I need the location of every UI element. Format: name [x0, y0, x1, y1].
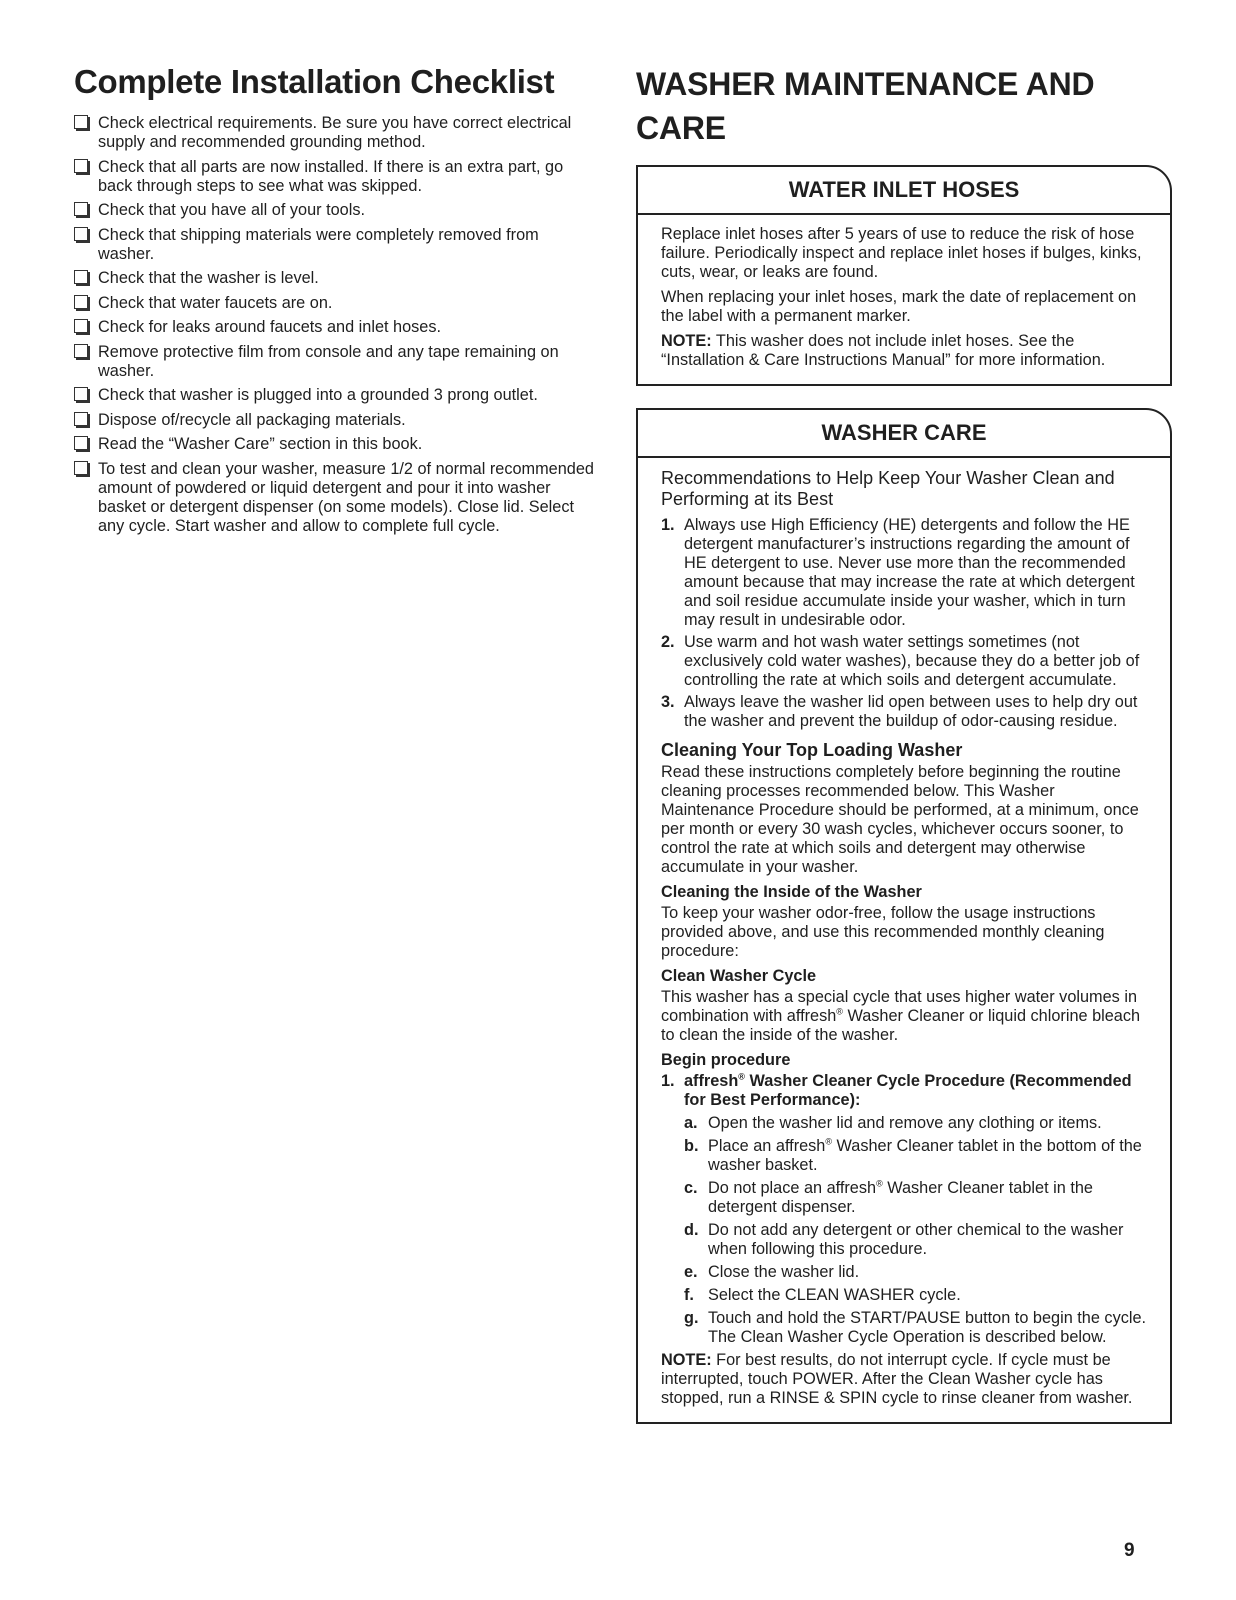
inlet-hoses-paragraph: When replacing your inlet hoses, mark the date of replacement on the label with a permanent marker. [661, 288, 1137, 325]
checklist-item: Check for leaks around faucets and inlet hoses. [74, 318, 596, 337]
installation-checklist-section [74, 62, 596, 541]
list-item: g. Touch and hold the START/PAUSE button to begin the cycle. The Clean Washer Cycle Operation is described below. [684, 1309, 1147, 1346]
maintenance-section [636, 62, 1172, 1446]
checklist-item: Check that washer is plugged into a grounded 3 prong outlet. [74, 386, 596, 405]
cycle-text: This washer has a special cycle that uses higher water volumes in combination with affresh® Washer Cleaner or liquid chlorine bleach to clean the inside of the washer. [661, 988, 1141, 1044]
list-item: b. Place an affresh® Washer Cleaner tablet in the bottom of the washer basket. [684, 1136, 1142, 1174]
inlet-hoses-box [636, 165, 1172, 386]
note-label: NOTE: [661, 332, 712, 350]
checkbox-icon [74, 270, 88, 284]
inside-heading: Cleaning the Inside of the Washer [661, 883, 922, 901]
maintenance-title: WASHER MAINTENANCE AND CARE [636, 66, 1095, 146]
inlet-hoses-heading: WATER INLET HOSES [638, 167, 1170, 215]
cleaning-text: Read these instructions completely before beginning the routine cleaning processes recommended below. This Washer Maintenance Procedure should be performed, at a minimum, once per month or every 30 wash cycles, whichever occurs sooner, to control the rate at which soils and detergent may otherwise accumulate in your washer. [661, 763, 1139, 876]
checklist [74, 114, 596, 536]
checkbox-icon [74, 344, 88, 358]
list-item: 2. Use warm and hot wash water settings sometimes (not exclusively cold water washes), because they do a better job of controlling the rate at which soils and detergent accumulate. [661, 633, 1140, 689]
checklist-item: Remove protective film from console and any tape remaining on washer. [74, 343, 596, 381]
care-intro: Recommendations to Help Keep Your Washer Clean and Performing at its Best [661, 468, 1115, 509]
washer-care-heading: WASHER CARE [638, 410, 1170, 458]
note-text: For best results, do not interrupt cycle. If cycle must be interrupted, touch POWER. After the Clean Washer cycle has stopped, run a RINSE & SPIN cycle to rinse cleaner from washer. [661, 1351, 1133, 1407]
page-number: 9 [1124, 1540, 1135, 1561]
checklist-item: Check that water faucets are on. [74, 294, 596, 313]
begin-heading: Begin procedure [661, 1051, 791, 1069]
list-item: a. Open the washer lid and remove any clothing or items. [684, 1114, 1102, 1132]
checklist-item: Check that the washer is level. [74, 269, 596, 288]
inside-text: To keep your washer odor-free, follow the usage instructions provided above, and use this recommended monthly cleaning procedure: [661, 904, 1105, 960]
checkbox-icon [74, 319, 88, 333]
checklist-title: Complete Installation Checklist [74, 63, 555, 100]
checklist-item: To test and clean your washer, measure 1/2 of normal recommended amount of powdered or liquid detergent and pour it into washer basket or detergent dispenser (on some models). Close lid. Select any cycle. Start washer and allow to complete full cycle. [74, 460, 596, 536]
washer-care-body [638, 458, 1170, 1422]
note-text: This washer does not include inlet hoses. See the “Installation & Care Instructions Manual” for more information. [661, 332, 1106, 369]
list-item: e. Close the washer lid. [684, 1263, 860, 1281]
list-item: 1. Always use High Efficiency (HE) detergents and follow the HE detergent manufacturer’s instructions regarding the amount of HE detergent to use. Never use more than the recommended amount because that may increase the rate at which detergent and soil residue accumulate inside your washer, which in turn may result in undesirable odor. [661, 516, 1135, 629]
inlet-hoses-note [661, 332, 1148, 370]
checkbox-icon [74, 387, 88, 401]
cycle-heading: Clean Washer Cycle [661, 967, 817, 985]
checkbox-icon [74, 412, 88, 426]
checkbox-icon [74, 115, 88, 129]
checklist-item: Read the “Washer Care” section in this book. [74, 435, 596, 454]
checkbox-icon [74, 227, 88, 241]
note-label: NOTE: [661, 1351, 712, 1369]
procedure-steps [684, 1114, 1148, 1347]
checkbox-icon [74, 436, 88, 450]
inlet-hoses-body [638, 215, 1170, 384]
list-item: c. Do not place an affresh® Washer Cleaner tablet in the detergent dispenser. [684, 1178, 1093, 1216]
cleaning-heading: Cleaning Your Top Loading Washer [661, 740, 963, 760]
checkbox-icon [74, 202, 88, 216]
checklist-item: Check that all parts are now installed. If there is an extra part, go back through steps to see what was skipped. [74, 158, 596, 196]
washer-care-box [636, 408, 1172, 1424]
checkbox-icon [74, 461, 88, 475]
list-item: d. Do not add any detergent or other chemical to the washer when following this procedure. [684, 1221, 1124, 1258]
checkbox-icon [74, 159, 88, 173]
list-item: f. Select the CLEAN WASHER cycle. [684, 1286, 961, 1304]
checkbox-icon [74, 295, 88, 309]
checklist-item: Check electrical requirements. Be sure you have correct electrical supply and recommended grounding method. [74, 114, 596, 152]
procedure-note [661, 1351, 1148, 1408]
checklist-item: Check that shipping materials were completely removed from washer. [74, 226, 596, 264]
list-item: 3. Always leave the washer lid open between uses to help dry out the washer and prevent the buildup of odor-causing residue. [661, 693, 1138, 730]
checklist-item: Check that you have all of your tools. [74, 201, 596, 220]
checklist-item: Dispose of/recycle all packaging materials. [74, 411, 596, 430]
care-recommendations [661, 516, 1148, 731]
inlet-hoses-paragraph: Replace inlet hoses after 5 years of use to reduce the risk of hose failure. Periodically inspect and replace inlet hoses if bulges, kinks, cuts, wear, or leaks are found. [661, 225, 1142, 281]
procedure-heading: 1. affresh® Washer Cleaner Cycle Procedure (Recommended for Best Performance): [661, 1071, 1132, 1109]
